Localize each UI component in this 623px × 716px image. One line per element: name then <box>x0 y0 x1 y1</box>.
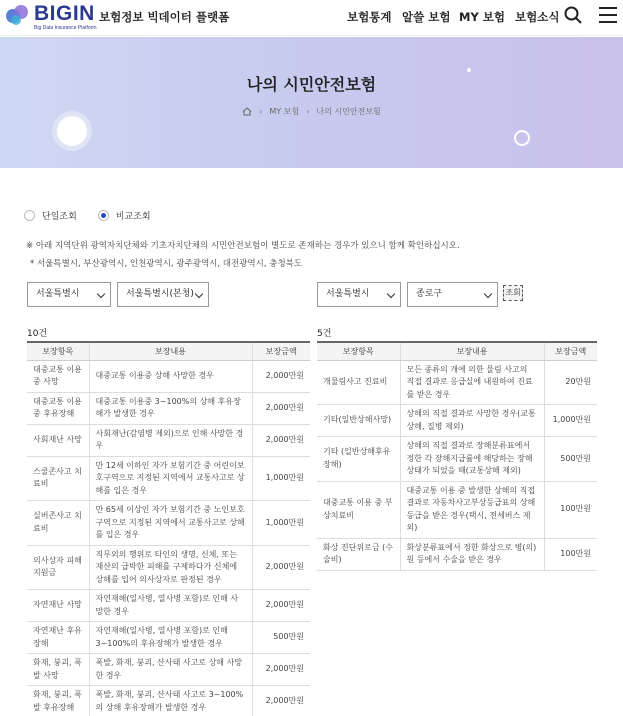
menu-icon[interactable] <box>598 6 618 24</box>
cell-item: 개물림사고 진료비 <box>317 360 400 405</box>
chevron-down-icon <box>195 290 203 298</box>
notice-regions: * 서울특별시, 부산광역시, 인천광역시, 광주광역시, 대전광역시, 충청북도 <box>30 259 303 269</box>
cell-amount: 2,000만원 <box>252 392 310 424</box>
right-result-count: 5건 <box>317 329 332 339</box>
logo-wordmark: BIGIN <box>34 2 95 25</box>
nav-useful-insurance[interactable]: 알쓸 보험 <box>402 10 451 24</box>
cell-amount: 500만원 <box>252 622 310 654</box>
table-row <box>27 545 310 590</box>
nav-my-insurance[interactable]: MY 보험 <box>459 10 505 24</box>
right-coverage-table <box>317 341 597 571</box>
left-coverage-table <box>27 341 310 716</box>
table-row <box>317 405 597 437</box>
cell-desc: 화상분류표에서 정한 화상으로 병(의)원 등에서 수술을 받은 경우 <box>400 538 544 570</box>
cell-item: 화재, 붕괴, 폭발 사망 <box>27 654 89 686</box>
page-title: 나의 시민안전보험 <box>246 75 377 94</box>
table-row <box>317 481 597 538</box>
table-row <box>27 622 310 654</box>
logo-mark-icon <box>6 3 30 27</box>
col-header-item: 보장항목 <box>27 342 89 360</box>
cell-amount: 1,000만원 <box>252 456 310 501</box>
right-district-value: 종로구 <box>416 289 443 299</box>
table-row <box>27 590 310 622</box>
cell-item: 자연재난 사망 <box>27 590 89 622</box>
cell-amount: 2,000만원 <box>252 686 310 716</box>
cell-amount: 20만원 <box>544 360 597 405</box>
chevron-right-icon: › <box>259 107 263 116</box>
breadcrumb-item[interactable]: MY 보험 <box>269 107 300 116</box>
cell-amount: 1,000만원 <box>544 405 597 437</box>
cell-amount: 2,000만원 <box>252 590 310 622</box>
cell-desc: 자연재해(일사병, 열사병 포함)로 인해 3~100%의 후유장해가 발생한 경우 <box>89 622 252 654</box>
logo[interactable] <box>6 3 97 31</box>
search-button[interactable]: 조회 <box>503 285 523 301</box>
table-row <box>317 538 597 570</box>
breadcrumb-current: 나의 시민안전보험 <box>316 107 381 116</box>
cell-desc: 폭발, 화재, 붕괴, 산사태 사고로 3~100%의 상해 후유장해가 발생한 경우 <box>89 686 252 716</box>
cell-amount: 100만원 <box>544 538 597 570</box>
cell-item: 화상 진단위로금 (수술비) <box>317 538 400 570</box>
cell-desc: 상해의 직접 결과로 사망한 경우(교통상해, 질병 제외) <box>400 405 544 437</box>
cell-amount: 2,000만원 <box>252 654 310 686</box>
decor-circle <box>57 116 87 146</box>
table-row <box>27 501 310 546</box>
table-row <box>27 456 310 501</box>
table-row <box>27 360 310 392</box>
table-row <box>27 654 310 686</box>
cell-amount: 100만원 <box>544 481 597 538</box>
table-row <box>27 686 310 716</box>
col-header-desc: 보장내용 <box>400 342 544 360</box>
right-district-select[interactable] <box>407 282 498 307</box>
nav-insurance-stats[interactable]: 보험통계 <box>347 10 392 24</box>
cell-desc: 직무외의 행위로 타인의 생명, 신체, 또는 재산의 급박한 피해를 구제하다가 신체에 상해를 입어 의사상자로 판정된 경우 <box>89 545 252 590</box>
right-province-select[interactable] <box>317 282 401 307</box>
notice-text: ※ 아래 지역단위 광역자치단체와 기초자치단체의 시민안전보험이 별도로 존재하는 경우가 있으니 함께 확인하십시오. <box>26 241 460 251</box>
decor-ring <box>514 130 530 146</box>
cell-desc: 폭발, 화재, 붕괴, 산사태 사고로 상해 사망한 경우 <box>89 654 252 686</box>
cell-item: 의사상자 피해지원금 <box>27 545 89 590</box>
cell-amount: 2,000만원 <box>252 545 310 590</box>
cell-desc: 상해의 직접 결과로 장해분류표에서 정한 각 장해지급률에 해당하는 장해 상태가 되었을 때(교통상해 제외) <box>400 437 544 482</box>
cell-desc: 모든 종류의 개에 의한 물림 사고의 직접 결과로 응급실에 내원하여 진료를 받은 경우 <box>400 360 544 405</box>
cell-amount: 2,000만원 <box>252 360 310 392</box>
cell-item: 대중교통 이용 중 후유장해 <box>27 392 89 424</box>
radio-single[interactable] <box>24 210 35 221</box>
chevron-down-icon <box>97 290 105 298</box>
cell-desc: 대중교통 이용중 3~100%의 상해 후유장해가 발생한 경우 <box>89 392 252 424</box>
chevron-right-icon: › <box>306 107 310 116</box>
cell-item: 기타(일반상해사망) <box>317 405 400 437</box>
cell-desc: 만 65세 이상인 자가 보험기간 중 노인보호구역으로 지정된 지역에서 교통사고로 상해를 입은 경우 <box>89 501 252 546</box>
cell-item: 실버존사고 치료비 <box>27 501 89 546</box>
cell-item: 사회재난 사망 <box>27 424 89 456</box>
col-header-amount: 보장금액 <box>252 342 310 360</box>
col-header-desc: 보장내용 <box>89 342 252 360</box>
cell-item: 자연재난 후유장해 <box>27 622 89 654</box>
left-district-select[interactable] <box>117 282 209 307</box>
cell-amount: 1,000만원 <box>252 501 310 546</box>
left-province-value: 서울특별시 <box>36 289 80 299</box>
table-row <box>317 360 597 405</box>
page-hero <box>0 37 623 168</box>
cell-item: 기타 (일반상해후유장해) <box>317 437 400 482</box>
breadcrumb <box>0 106 623 117</box>
table-row <box>317 437 597 482</box>
cell-item: 대중교통 이용 중 부상치료비 <box>317 481 400 538</box>
cell-desc: 대중교통 이용 중 발생한 상해의 직접 결과로 자동차사고부상등급표의 상해등급을 받은 경우(택시, 전세버스 제외) <box>400 481 544 538</box>
chevron-down-icon <box>484 290 492 298</box>
table-row <box>27 392 310 424</box>
col-header-amount: 보장금액 <box>544 342 597 360</box>
cell-item: 대중교통 이용 중 사망 <box>27 360 89 392</box>
col-header-item: 보장항목 <box>317 342 400 360</box>
radio-single-label[interactable]: 단일조회 <box>42 212 77 222</box>
cell-desc: 자연재해(일사병, 열사병 포함)로 인해 사망한 경우 <box>89 590 252 622</box>
table-row <box>27 424 310 456</box>
chevron-down-icon <box>387 290 395 298</box>
mode-radio-group <box>24 209 172 222</box>
left-district-value: 서울특별시(본청) <box>126 289 194 299</box>
cell-item: 스쿨존사고 치료비 <box>27 456 89 501</box>
top-header <box>0 0 623 36</box>
cell-desc: 만 12세 이하인 자가 보험기간 중 어린이보호구역으로 지정된 지역에서 교통사고로 상해를 입은 경우 <box>89 456 252 501</box>
site-name: 보험정보 빅데이터 플랫폼 <box>99 10 230 24</box>
cell-desc: 사회재난(감염병 제외)으로 인해 사망한 경우 <box>89 424 252 456</box>
search-icon[interactable] <box>563 5 583 25</box>
cell-amount: 2,000만원 <box>252 424 310 456</box>
nav-insurance-news[interactable]: 보험소식 <box>515 10 560 24</box>
left-province-select[interactable] <box>27 282 111 307</box>
logo-subtitle: Big Data Insurance Platform <box>34 25 97 31</box>
home-icon[interactable] <box>242 107 252 116</box>
cell-desc: 대중교통 이용중 상해 사망한 경우 <box>89 360 252 392</box>
radio-compare[interactable] <box>98 210 109 221</box>
cell-amount: 500만원 <box>544 437 597 482</box>
radio-compare-label[interactable]: 비교조회 <box>115 212 151 222</box>
cell-item: 화재, 붕괴, 폭발 후유장해 <box>27 686 89 716</box>
right-province-value: 서울특별시 <box>326 289 370 299</box>
left-result-count: 10건 <box>27 329 48 339</box>
